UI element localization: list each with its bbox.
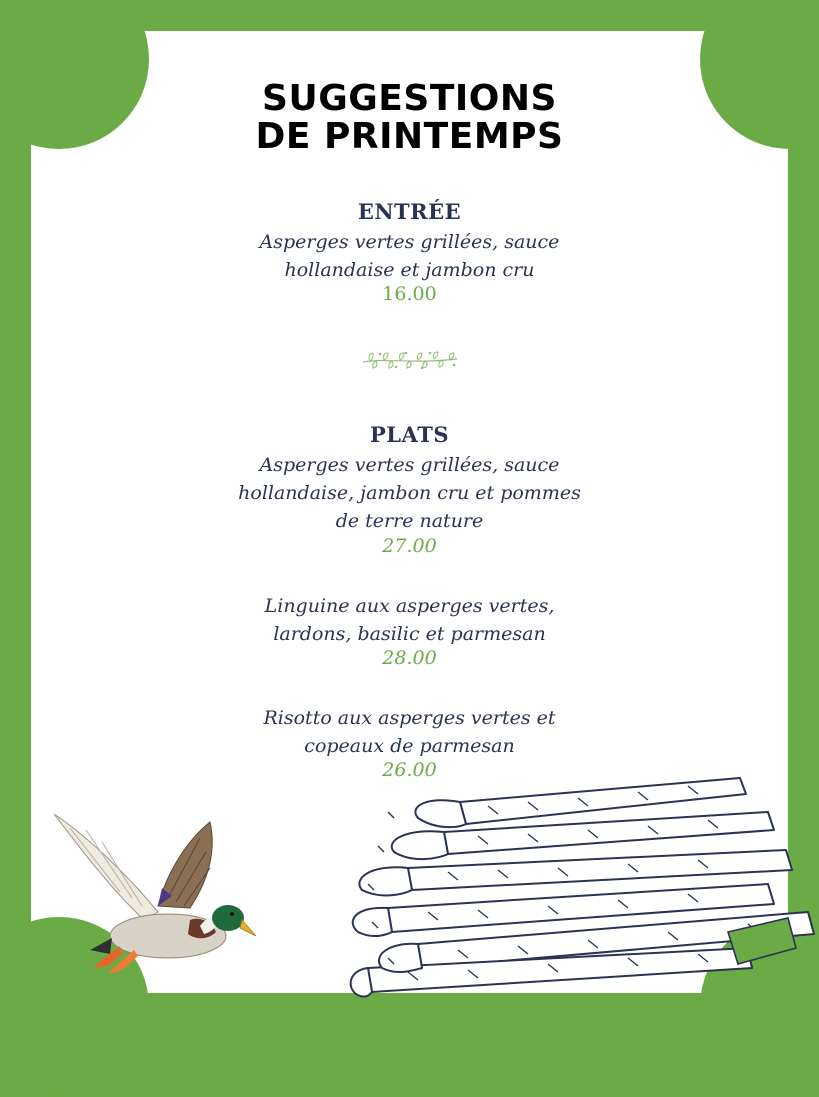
desc-line: lardons, basilic et parmesan bbox=[273, 623, 546, 645]
menu-title-line2: DE PRINTEMPS bbox=[255, 116, 564, 157]
desc-line: Risotto aux asperges vertes et bbox=[263, 707, 556, 729]
desc-line: Asperges vertes grillées, sauce bbox=[259, 454, 560, 476]
section-heading-plats: PLATS bbox=[370, 422, 449, 447]
desc-line: Linguine aux asperges vertes, bbox=[264, 595, 555, 617]
plat-3-price: 26.00 bbox=[382, 759, 437, 781]
plat-3-description bbox=[180, 704, 639, 760]
menu-title-line1: SUGGESTIONS bbox=[262, 78, 557, 119]
plat-2-description bbox=[180, 592, 639, 648]
menu-title bbox=[0, 80, 819, 156]
section-heading-entree: ENTRÉE bbox=[357, 199, 462, 224]
desc-line: hollandaise, jambon cru et pommes bbox=[238, 482, 581, 504]
entree-description bbox=[180, 228, 639, 284]
desc-line: copeaux de parmesan bbox=[304, 735, 515, 757]
desc-line: Asperges vertes grillées, sauce bbox=[259, 231, 560, 253]
plat-1-description bbox=[180, 451, 639, 535]
plat-2-price: 28.00 bbox=[382, 647, 437, 669]
duck-illustration bbox=[50, 808, 265, 978]
desc-line: hollandaise et jambon cru bbox=[284, 259, 535, 281]
asparagus-illustration bbox=[348, 772, 818, 1024]
desc-line: de terre nature bbox=[335, 510, 484, 532]
plat-1-price: 27.00 bbox=[382, 535, 437, 557]
entree-price: 16.00 bbox=[382, 283, 437, 305]
sprig-divider-icon bbox=[360, 348, 460, 372]
